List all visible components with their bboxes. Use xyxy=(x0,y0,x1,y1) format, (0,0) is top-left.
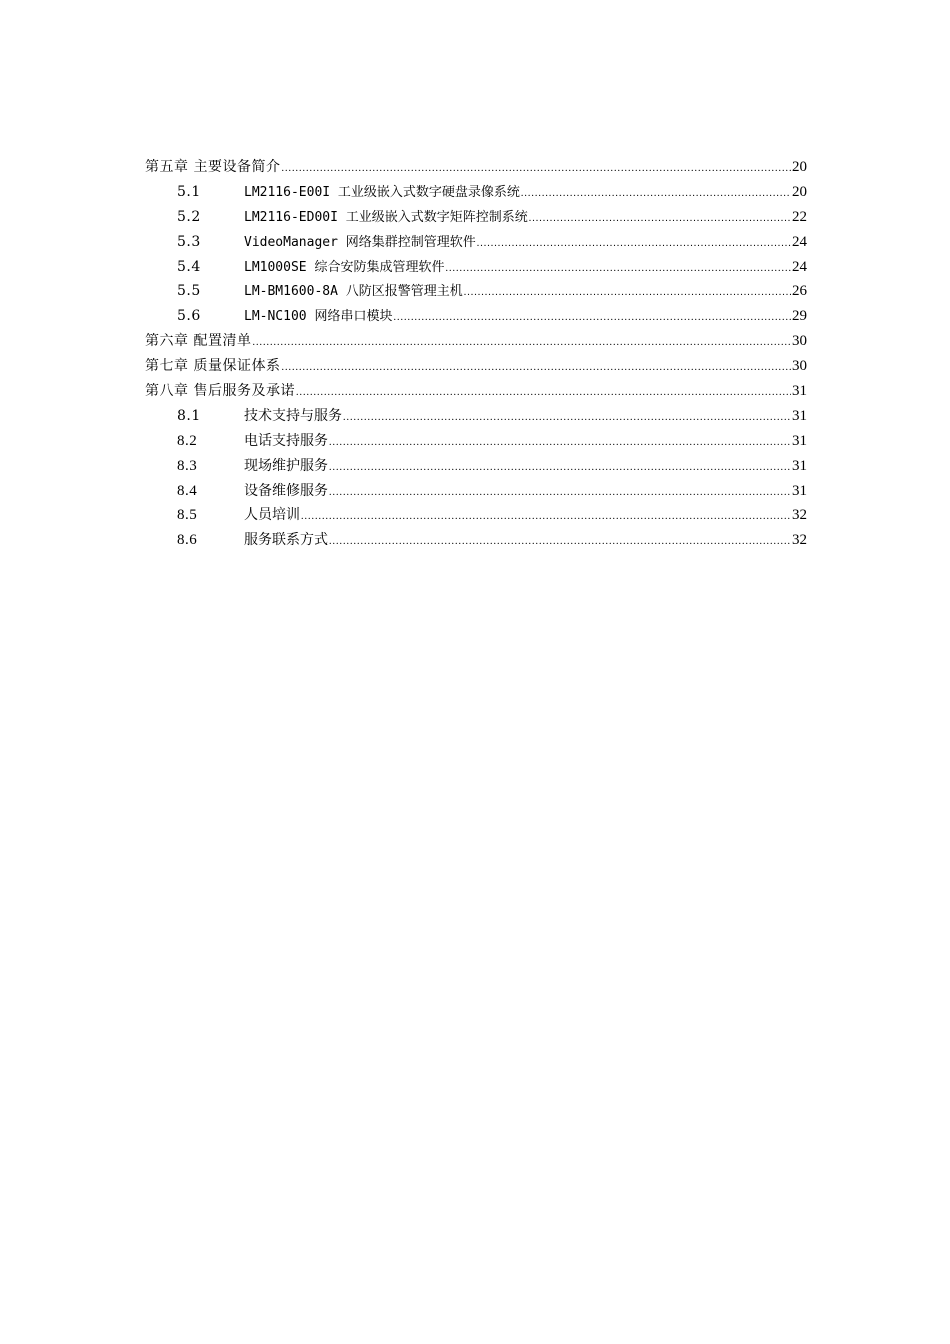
toc-entry-page: 32 xyxy=(792,532,807,549)
toc-entry-title-text: VideoManager 网络集群控制管理软件 xyxy=(244,234,476,250)
toc-entry-number: 5.2 xyxy=(177,208,201,225)
toc-entry-8-4[interactable] xyxy=(145,479,807,504)
toc-entry-page: 31 xyxy=(792,407,807,424)
toc-entry-title: 设备维修服务 xyxy=(244,482,328,499)
toc-entry-8-3[interactable] xyxy=(145,454,807,479)
toc-entry-8-6[interactable] xyxy=(145,528,807,553)
toc-dot-leader xyxy=(301,505,791,530)
toc-entry-number: 5.4 xyxy=(177,258,201,275)
toc-dot-leader xyxy=(464,281,791,306)
toc-entry-page: 24 xyxy=(792,233,807,250)
toc-entry-5-2[interactable] xyxy=(145,205,807,230)
toc-entry-title: 第六章 配置清单 xyxy=(145,333,252,350)
toc-entry-number: 8.3 xyxy=(177,457,198,474)
toc-entry-page: 29 xyxy=(792,308,807,325)
toc-entry-number: 8.2 xyxy=(177,432,198,449)
toc-dot-leader xyxy=(445,257,791,282)
toc-entry-page: 22 xyxy=(792,208,807,225)
toc-entry-number: 8.4 xyxy=(177,482,198,499)
toc-entry-title-text: LM1000SE 综合安防集成管理软件 xyxy=(244,259,445,275)
toc-entry-title xyxy=(244,255,444,281)
toc-entry-5-5[interactable] xyxy=(145,279,807,304)
toc-dot-leader xyxy=(329,481,791,506)
toc-dot-leader xyxy=(296,381,791,406)
toc-dot-leader xyxy=(329,431,791,456)
toc-entry-chapter-7[interactable] xyxy=(145,354,807,379)
toc-dot-leader xyxy=(329,456,791,481)
toc-entry-number: 5.6 xyxy=(177,308,201,325)
toc-entry-title xyxy=(244,205,528,231)
toc-entry-8-1[interactable] xyxy=(145,404,807,429)
toc-entry-chapter-5[interactable] xyxy=(145,155,807,180)
toc-entry-title-text: LM2116-ED00I 工业级嵌入式数字矩阵控制系统 xyxy=(244,209,528,225)
toc-dot-leader xyxy=(281,356,791,381)
toc-dot-leader xyxy=(343,406,791,431)
toc-entry-page: 31 xyxy=(792,482,807,499)
toc-entry-chapter-6[interactable] xyxy=(145,329,807,354)
toc-entry-title: 人员培训 xyxy=(244,507,300,524)
toc-entry-title: 服务联系方式 xyxy=(244,532,328,549)
toc-entry-number: 5.3 xyxy=(177,233,201,250)
table-of-contents xyxy=(145,155,807,553)
toc-entry-page: 20 xyxy=(792,159,807,175)
toc-entry-page: 30 xyxy=(792,333,807,350)
toc-entry-page: 24 xyxy=(792,258,807,275)
toc-dot-leader xyxy=(393,306,791,331)
toc-entry-number: 8.1 xyxy=(177,407,201,424)
toc-entry-5-1[interactable] xyxy=(145,180,807,205)
toc-entry-title-text: LM2116-E00I 工业级嵌入式数字硬盘录像系统 xyxy=(244,184,520,200)
toc-entry-title-text: LM-BM1600-8A 八防区报警管理主机 xyxy=(244,284,463,300)
toc-entry-5-3[interactable] xyxy=(145,230,807,255)
toc-dot-leader xyxy=(529,207,791,232)
toc-entry-page: 32 xyxy=(792,507,807,524)
toc-dot-leader xyxy=(521,182,791,207)
toc-entry-page: 20 xyxy=(792,183,807,200)
toc-entry-page: 26 xyxy=(792,283,807,300)
toc-entry-title xyxy=(244,230,476,256)
toc-entry-title: 第七章 质量保证体系 xyxy=(145,358,281,375)
toc-entry-title xyxy=(244,279,463,305)
toc-entry-title: 第八章 售后服务及承诺 xyxy=(145,383,295,400)
toc-entry-page: 30 xyxy=(792,358,807,375)
toc-entry-8-2[interactable] xyxy=(145,429,807,454)
toc-entry-title: 电话支持服务 xyxy=(244,432,328,449)
toc-dot-leader xyxy=(281,157,791,182)
toc-entry-title: 技术支持与服务 xyxy=(244,407,342,424)
toc-entry-page: 31 xyxy=(792,383,807,400)
toc-entry-5-6[interactable] xyxy=(145,304,807,329)
toc-entry-title xyxy=(244,180,520,206)
toc-entry-number: 5.5 xyxy=(177,283,201,300)
toc-entry-number: 8.6 xyxy=(177,532,198,549)
toc-dot-leader xyxy=(477,232,791,257)
toc-entry-title xyxy=(244,304,392,330)
toc-entry-5-4[interactable] xyxy=(145,255,807,280)
toc-entry-title: 现场维护服务 xyxy=(244,457,328,474)
toc-entry-title-text: LM-NC100 网络串口模块 xyxy=(244,309,393,325)
toc-entry-8-5[interactable] xyxy=(145,503,807,528)
toc-dot-leader xyxy=(329,530,791,555)
toc-entry-page: 31 xyxy=(792,432,807,449)
toc-entry-title: 第五章 主要设备简介 xyxy=(145,159,281,175)
toc-entry-number: 8.5 xyxy=(177,507,198,524)
toc-dot-leader xyxy=(252,331,791,356)
toc-entry-number: 5.1 xyxy=(177,183,201,200)
toc-entry-chapter-8[interactable] xyxy=(145,379,807,404)
toc-entry-page: 31 xyxy=(792,457,807,474)
